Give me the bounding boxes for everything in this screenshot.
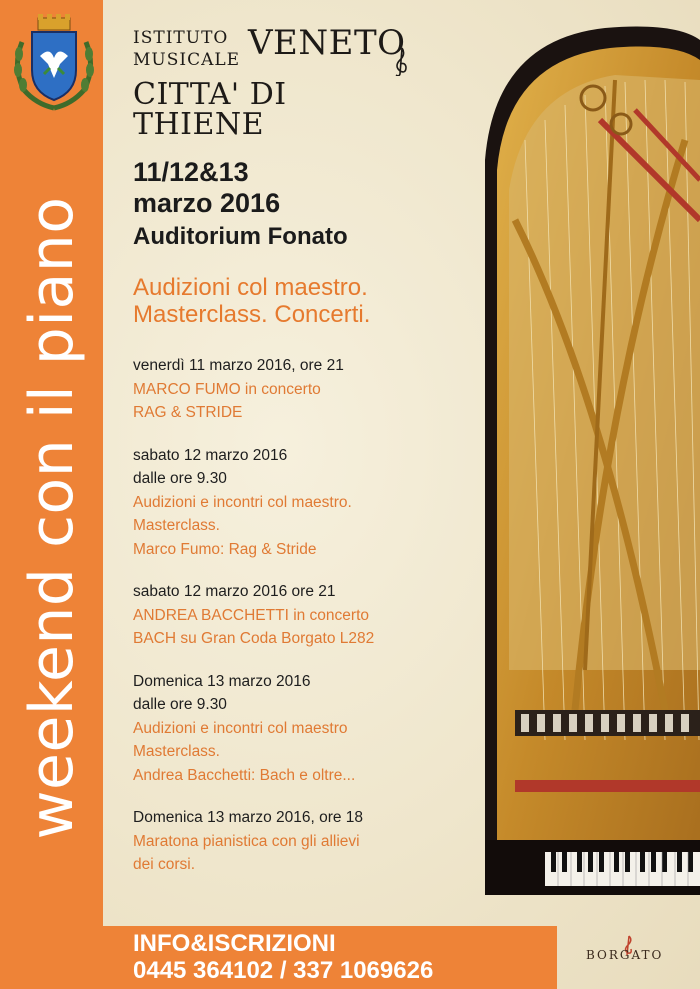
dates-line-1: 11/12&13 <box>133 157 249 187</box>
event-description-line: Maratona pianistica con gli allievi <box>133 832 360 850</box>
event-dates <box>133 157 280 219</box>
event-item <box>133 444 463 562</box>
event-description-line: ANDREA BACCHETTI in concerto <box>133 606 370 624</box>
info-label: INFO&ISCRIZIONI <box>133 930 336 957</box>
headline-line-1: Audizioni col maestro. <box>133 274 368 301</box>
event-date-line: dalle ore 9.30 <box>133 696 227 713</box>
event-date-line: Domenica 13 marzo 2016, ore 18 <box>133 809 364 826</box>
event-description-line: Masterclass. <box>133 517 220 534</box>
info-phones: 0445 364102 / 337 1069626 <box>133 957 434 984</box>
institute-line-2: MUSICALE <box>133 50 241 70</box>
institute-line-4: CITTA' DI THIENE <box>133 77 287 142</box>
event-description-line: Masterclass. <box>133 743 220 760</box>
event-description-line: MARCO FUMO in concerto <box>133 380 321 398</box>
event-description-line: RAG & STRIDE <box>133 404 243 421</box>
event-description-line: Marco Fumo: Rag & Stride <box>133 540 317 558</box>
brand-name: BORGATO <box>586 948 664 962</box>
event-description-line: dei corsi. <box>133 856 196 873</box>
headline <box>133 274 370 328</box>
event-description-line: BACH su Gran Coda Borgato L282 <box>133 630 375 647</box>
event-date-line: venerdì 11 marzo 2016, ore 21 <box>133 357 344 374</box>
institute-line-1: ISTITUTO <box>133 28 229 48</box>
event-date-line: Domenica 13 marzo 2016 <box>133 672 311 690</box>
institute-logo <box>133 22 423 142</box>
grand-piano-illustration <box>485 20 700 895</box>
dates-line-2: marzo 2016 <box>133 188 281 218</box>
event-date-line: dalle ore 9.30 <box>133 470 227 487</box>
treble-clef-icon <box>392 46 410 76</box>
event-item <box>133 354 463 425</box>
event-date-line: sabato 12 marzo 2016 <box>133 446 288 464</box>
event-item <box>133 580 463 651</box>
side-title-container <box>0 0 103 989</box>
headline-line-2: Masterclass. Concerti. <box>133 301 371 328</box>
side-title: weekend con il piano <box>17 196 87 840</box>
event-date-line: sabato 12 marzo 2016 ore 21 <box>133 583 336 600</box>
venue: Auditorium Fonato <box>133 223 348 250</box>
event-item <box>133 670 463 788</box>
event-description-line: Audizioni e incontri col maestro. <box>133 493 352 511</box>
event-item <box>133 806 463 877</box>
institute-line-3: VENETO <box>248 23 406 63</box>
events-list <box>133 354 463 896</box>
info-block <box>133 930 433 984</box>
event-description-line: Andrea Bacchetti: Bach e oltre... <box>133 766 356 784</box>
event-description-line: Audizioni e incontri col maestro <box>133 719 348 737</box>
